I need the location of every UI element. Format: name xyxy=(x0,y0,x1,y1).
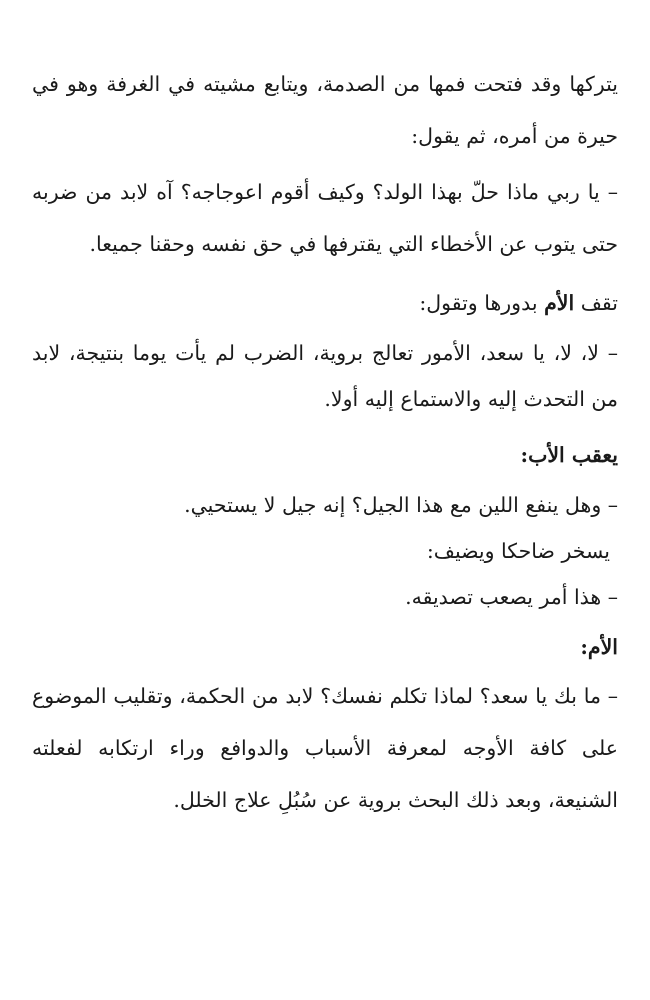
mother-speaker-label-2: الأم: xyxy=(580,635,618,659)
father-dialogue-3: – هذا أمر يصعب تصديقه. xyxy=(405,585,618,609)
father-dialogue-2: – وهل ينفع اللين مع هذا الجيل؟ إنه جيل لا يستحيي. xyxy=(184,493,618,517)
narrative-paragraph-2 xyxy=(32,280,618,326)
mother-dialogue-2: – ما بك يا سعد؟ لماذا تكلم نفسك؟ لابد من الحكمة، وتقليب الموضوع على كافة الأوجه لمعرفة الأسباب والدوافع وراء ارتكابه لفعلته الشنيعة، وبعد ذلك البحث بروية عن سُبُلِ علاج الخلل. xyxy=(32,684,618,812)
father-speaker-label: يعقب الأب: xyxy=(520,443,618,467)
narrative-prefix: تقف xyxy=(574,291,618,315)
father-dialogue-1: – يا ربي ماذا حلّ بهذا الولد؟ وكيف أقوم اعوجاجه؟ آه لابد من ضربه حتى يتوب عن الأخطاء التي يقترفها في حق نفسه وحقنا جميعا. xyxy=(32,180,618,256)
narrative-paragraph-1: يتركها وقد فتحت فمها من الصدمة، ويتابع مشيته في الغرفة وهو في حيرة من أمره، ثم يقول: xyxy=(32,72,618,148)
mother-dialogue-1: – لا، لا، يا سعد، الأمور تعالج بروية، الضرب لم يأت يوما بنتيجة، لابد من التحدث إليه والاستماع إليه أولا. xyxy=(32,341,618,411)
narrative-suffix: بدورها وتقول: xyxy=(419,291,545,315)
mother-speaker-label: الأم xyxy=(544,291,575,315)
narrative-paragraph-3: يسخر ضاحكا ويضيف: xyxy=(426,539,610,563)
